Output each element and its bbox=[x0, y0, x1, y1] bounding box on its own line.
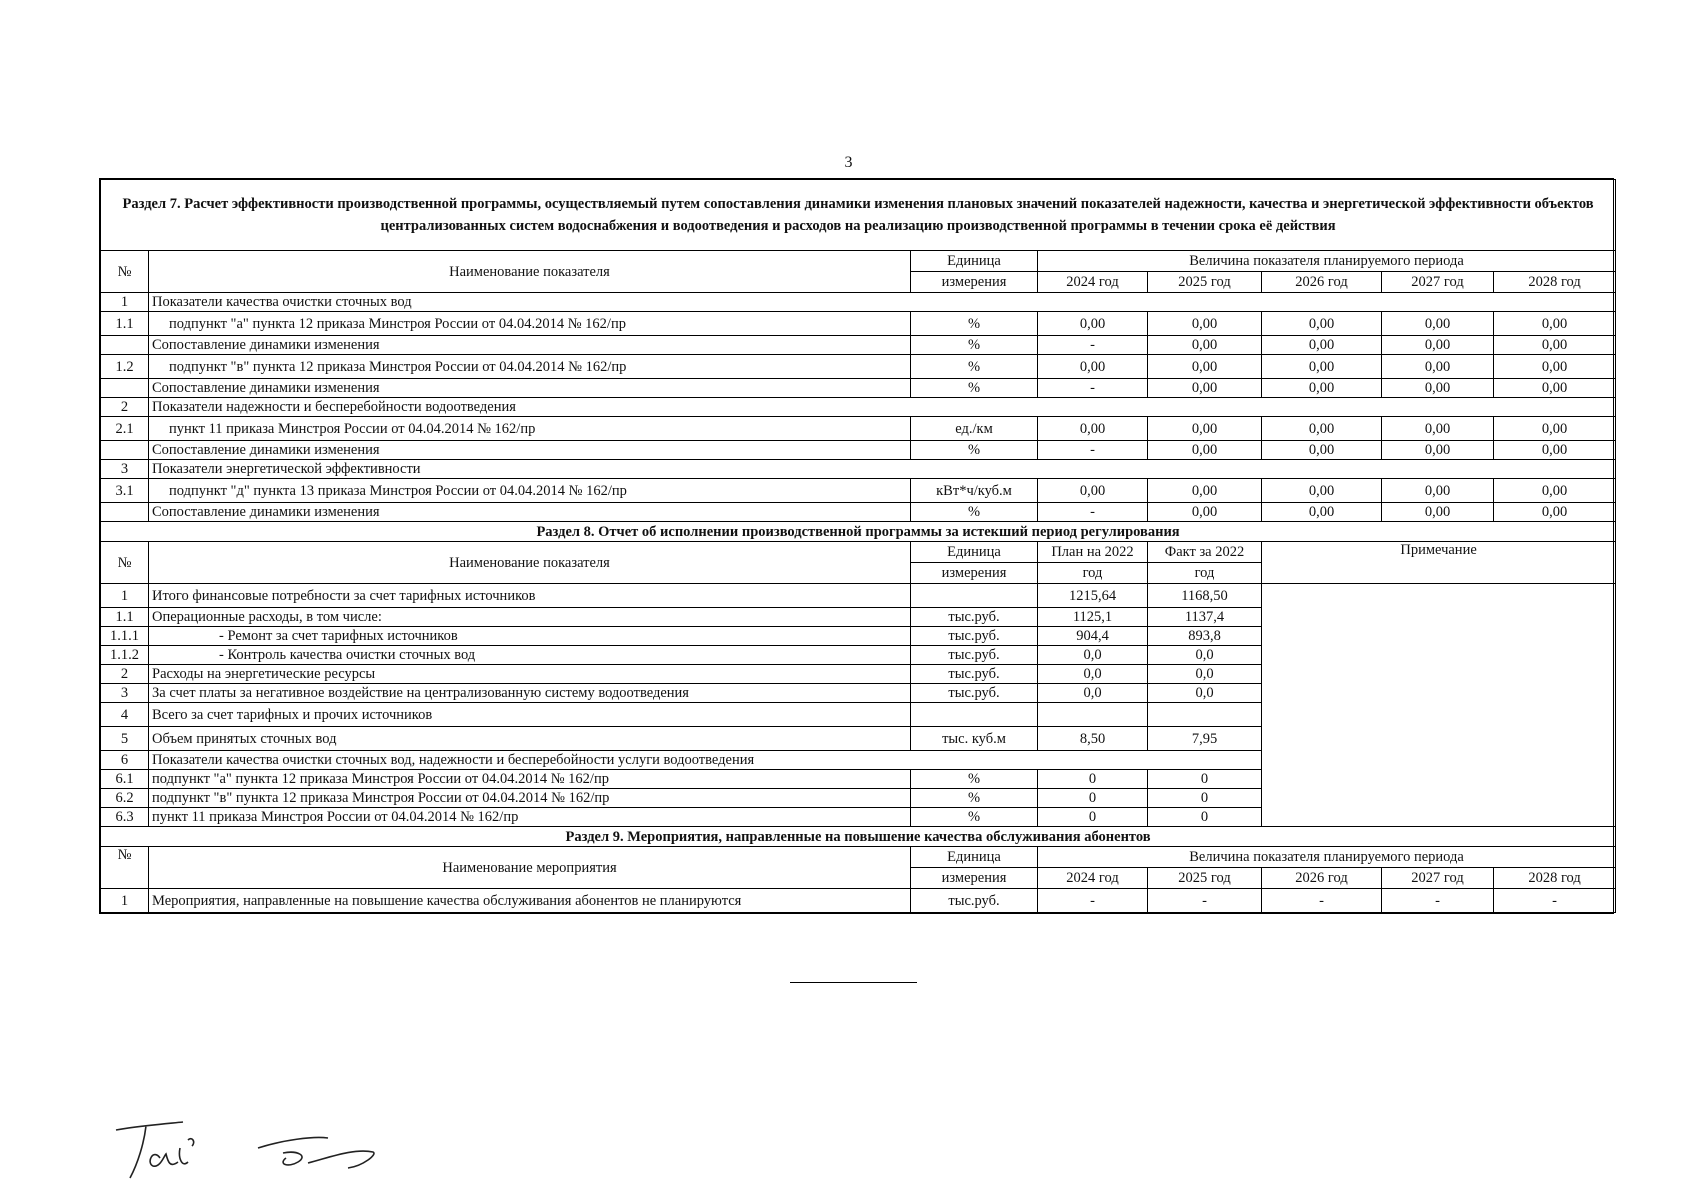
unit-cell: % bbox=[911, 355, 1038, 379]
plan-value: 0 bbox=[1038, 789, 1148, 808]
value-cell: - bbox=[1038, 336, 1148, 355]
row-number: 6.1 bbox=[101, 770, 149, 789]
col-name-header: Наименование показателя bbox=[149, 542, 911, 584]
indicator-name: Всего за счет тарифных и прочих источников bbox=[149, 703, 911, 727]
value-cell: 0,00 bbox=[1038, 417, 1148, 441]
row-number bbox=[101, 503, 149, 522]
value-cell: 0,00 bbox=[1494, 379, 1616, 398]
table-row bbox=[101, 293, 1616, 312]
row-number bbox=[101, 379, 149, 398]
unit-cell: тыс.руб. bbox=[911, 889, 1038, 913]
col-unit-header: Единица bbox=[911, 847, 1038, 868]
table-row bbox=[101, 398, 1616, 417]
value-cell: - bbox=[1494, 889, 1616, 913]
value-cell: 0,00 bbox=[1494, 355, 1616, 379]
signature-image bbox=[108, 1118, 408, 1188]
value-cell: 0,00 bbox=[1382, 479, 1494, 503]
indicator-name: Сопоставление динамики изменения bbox=[149, 336, 911, 355]
indicator-name: Расходы на энергетические ресурсы bbox=[149, 665, 911, 684]
indicator-name: пункт 11 приказа Минстроя России от 04.04.2014 № 162/пр bbox=[149, 808, 911, 827]
value-cell: 0,00 bbox=[1262, 312, 1382, 336]
group-label: Показатели энергетической эффективности bbox=[149, 460, 1616, 479]
indicator-name: Операционные расходы, в том числе: bbox=[149, 608, 911, 627]
value-cell: 0,00 bbox=[1262, 503, 1382, 522]
table-row bbox=[101, 417, 1616, 441]
plan-value: 0,0 bbox=[1038, 665, 1148, 684]
table-row bbox=[101, 312, 1616, 336]
value-cell: 0,00 bbox=[1038, 312, 1148, 336]
year-header: 2025 год bbox=[1148, 868, 1262, 889]
unit-cell bbox=[911, 584, 1038, 608]
value-cell: 0,00 bbox=[1382, 417, 1494, 441]
row-number: 1.1 bbox=[101, 312, 149, 336]
row-number: 1 bbox=[101, 584, 149, 608]
value-cell: - bbox=[1262, 889, 1382, 913]
plan-value: 0,0 bbox=[1038, 646, 1148, 665]
col-unit-header: Единица bbox=[911, 542, 1038, 563]
indicator-name: подпункт "в" пункта 12 приказа Минстроя России от 04.04.2014 № 162/пр bbox=[149, 789, 911, 808]
table-row bbox=[101, 460, 1616, 479]
indicator-name: Сопоставление динамики изменения bbox=[149, 503, 911, 522]
col-plan-header: План на 2022 bbox=[1038, 542, 1148, 563]
section8-header-row-1 bbox=[101, 542, 1616, 563]
unit-cell: тыс.руб. bbox=[911, 608, 1038, 627]
col-note-header: Примечание bbox=[1262, 542, 1616, 584]
plan-value: 904,4 bbox=[1038, 627, 1148, 646]
col-unit-header-2: измерения bbox=[911, 272, 1038, 293]
unit-cell: тыс.руб. bbox=[911, 627, 1038, 646]
col-no-header: № bbox=[101, 847, 149, 889]
section7-title-row bbox=[101, 180, 1616, 251]
value-cell: 0,00 bbox=[1262, 336, 1382, 355]
col-no-header: № bbox=[101, 542, 149, 584]
row-number: 1 bbox=[101, 889, 149, 913]
fact-value: 0,0 bbox=[1148, 646, 1262, 665]
value-cell: 0,00 bbox=[1494, 336, 1616, 355]
end-rule bbox=[790, 982, 917, 983]
value-cell: 0,00 bbox=[1262, 441, 1382, 460]
group-label: Показатели качества очистки сточных вод bbox=[149, 293, 1616, 312]
value-cell: 0,00 bbox=[1494, 417, 1616, 441]
unit-cell: кВт*ч/куб.м bbox=[911, 479, 1038, 503]
table-row bbox=[101, 889, 1616, 913]
section9-header-row-1 bbox=[101, 847, 1616, 868]
row-number: 1 bbox=[101, 293, 149, 312]
value-cell: - bbox=[1038, 503, 1148, 522]
row-number: 1.1.1 bbox=[101, 627, 149, 646]
indicator-name: подпункт "а" пункта 12 приказа Минстроя России от 04.04.2014 № 162/пр bbox=[149, 770, 911, 789]
value-cell: 0,00 bbox=[1038, 355, 1148, 379]
indicator-name: За счет платы за негативное воздействие на централизованную систему водоотведения bbox=[149, 684, 911, 703]
value-cell: 0,00 bbox=[1494, 312, 1616, 336]
indicator-name: подпункт "д" пункта 13 приказа Минстроя России от 04.04.2014 № 162/пр bbox=[149, 479, 911, 503]
value-cell: 0,00 bbox=[1148, 503, 1262, 522]
table-row bbox=[101, 355, 1616, 379]
unit-cell: % bbox=[911, 789, 1038, 808]
unit-cell: % bbox=[911, 441, 1038, 460]
row-number: 1.2 bbox=[101, 355, 149, 379]
indicator-name: Показатели качества очистки сточных вод, надежности и бесперебойности услуги водоотведения bbox=[149, 751, 1262, 770]
value-cell: 0,00 bbox=[1382, 441, 1494, 460]
plan-value bbox=[1038, 703, 1148, 727]
row-number: 6.3 bbox=[101, 808, 149, 827]
indicator-name: Итого финансовые потребности за счет тарифных источников bbox=[149, 584, 911, 608]
row-number: 3.1 bbox=[101, 479, 149, 503]
col-unit-header-2: измерения bbox=[911, 868, 1038, 889]
value-cell: - bbox=[1038, 889, 1148, 913]
unit-cell: тыс.руб. bbox=[911, 665, 1038, 684]
unit-cell bbox=[911, 703, 1038, 727]
value-cell: - bbox=[1382, 889, 1494, 913]
value-cell: 0,00 bbox=[1148, 355, 1262, 379]
table-row bbox=[101, 379, 1616, 398]
value-cell: 0,00 bbox=[1148, 441, 1262, 460]
year-header: 2024 год bbox=[1038, 868, 1148, 889]
table-row bbox=[101, 479, 1616, 503]
value-cell: 0,00 bbox=[1382, 379, 1494, 398]
plan-value: 8,50 bbox=[1038, 727, 1148, 751]
value-cell: 0,00 bbox=[1148, 479, 1262, 503]
col-period-header: Величина показателя планируемого периода bbox=[1038, 847, 1616, 868]
section9-title: Раздел 9. Мероприятия, направленные на повышение качества обслуживания абонентов bbox=[101, 827, 1616, 847]
indicator-name: подпункт "в" пункта 12 приказа Минстроя России от 04.04.2014 № 162/пр bbox=[149, 355, 911, 379]
row-number: 2 bbox=[101, 398, 149, 417]
table-row bbox=[101, 441, 1616, 460]
value-cell: 0,00 bbox=[1382, 355, 1494, 379]
report-table bbox=[100, 179, 1616, 913]
col-name-header: Наименование мероприятия bbox=[149, 847, 911, 889]
indicator-name: Сопоставление динамики изменения bbox=[149, 441, 911, 460]
col-fact-header: Факт за 2022 bbox=[1148, 542, 1262, 563]
row-number: 2 bbox=[101, 665, 149, 684]
value-cell: 0,00 bbox=[1262, 417, 1382, 441]
col-unit-header-2: измерения bbox=[911, 563, 1038, 584]
col-name-header: Наименование показателя bbox=[149, 251, 911, 293]
value-cell: 0,00 bbox=[1148, 417, 1262, 441]
fact-value: 0 bbox=[1148, 808, 1262, 827]
fact-value: 0,0 bbox=[1148, 684, 1262, 703]
value-cell: 0,00 bbox=[1262, 355, 1382, 379]
section8-title: Раздел 8. Отчет об исполнении производственной программы за истекший период регулирования bbox=[101, 522, 1616, 542]
unit-cell: % bbox=[911, 379, 1038, 398]
row-number: 3 bbox=[101, 684, 149, 703]
table-row bbox=[101, 584, 1616, 608]
row-number: 1.1 bbox=[101, 608, 149, 627]
value-cell: 0,00 bbox=[1494, 503, 1616, 522]
fact-value: 893,8 bbox=[1148, 627, 1262, 646]
fact-value: 0,0 bbox=[1148, 665, 1262, 684]
value-cell: 0,00 bbox=[1382, 312, 1494, 336]
row-number: 1.1.2 bbox=[101, 646, 149, 665]
value-cell: 0,00 bbox=[1148, 312, 1262, 336]
plan-value: 1125,1 bbox=[1038, 608, 1148, 627]
row-number: 3 bbox=[101, 460, 149, 479]
section9-title-row bbox=[101, 827, 1616, 847]
document-frame bbox=[99, 178, 1614, 914]
year-header: 2028 год bbox=[1494, 868, 1616, 889]
year-header: 2028 год bbox=[1494, 272, 1616, 293]
value-cell: 0,00 bbox=[1148, 336, 1262, 355]
value-cell: - bbox=[1148, 889, 1262, 913]
plan-value: 0 bbox=[1038, 770, 1148, 789]
unit-cell: % bbox=[911, 336, 1038, 355]
col-no-header: № bbox=[101, 251, 149, 293]
indicator-name: пункт 11 приказа Минстроя России от 04.04.2014 № 162/пр bbox=[149, 417, 911, 441]
unit-cell: % bbox=[911, 503, 1038, 522]
unit-cell: тыс.руб. bbox=[911, 646, 1038, 665]
year-header: 2027 год bbox=[1382, 868, 1494, 889]
col-period-header: Величина показателя планируемого периода bbox=[1038, 251, 1616, 272]
year-header: 2025 год bbox=[1148, 272, 1262, 293]
table-row bbox=[101, 503, 1616, 522]
note-cell bbox=[1262, 584, 1616, 827]
plan-value: 1215,64 bbox=[1038, 584, 1148, 608]
value-cell: - bbox=[1038, 441, 1148, 460]
unit-cell: % bbox=[911, 312, 1038, 336]
fact-value: 1137,4 bbox=[1148, 608, 1262, 627]
page-number: 3 bbox=[844, 154, 853, 171]
indicator-name: подпункт "а" пункта 12 приказа Минстроя России от 04.04.2014 № 162/пр bbox=[149, 312, 911, 336]
measure-name: Мероприятия, направленные на повышение качества обслуживания абонентов не планируются bbox=[149, 889, 911, 913]
year-header: 2026 год bbox=[1262, 868, 1382, 889]
fact-value: 7,95 bbox=[1148, 727, 1262, 751]
year-header: 2024 год bbox=[1038, 272, 1148, 293]
value-cell: 0,00 bbox=[1262, 479, 1382, 503]
row-number: 6 bbox=[101, 751, 149, 770]
section8-title-row bbox=[101, 522, 1616, 542]
value-cell: 0,00 bbox=[1494, 441, 1616, 460]
group-label: Показатели надежности и бесперебойности водоотведения bbox=[149, 398, 1616, 417]
plan-value: 0 bbox=[1038, 808, 1148, 827]
col-fact-header-2: год bbox=[1148, 563, 1262, 584]
unit-cell: % bbox=[911, 770, 1038, 789]
section7-title: Раздел 7. Расчет эффективности производственной программы, осуществляемый путем сопоставления динамики изменения плановых значений показателей надежности, качества и энергетической эффективности объектов централизованных систем водоснабжения и водоотведения и расходов на реализацию производственной программы в течении срока её действия bbox=[101, 180, 1616, 251]
value-cell: - bbox=[1038, 379, 1148, 398]
unit-cell: ед./км bbox=[911, 417, 1038, 441]
value-cell: 0,00 bbox=[1382, 503, 1494, 522]
row-number: 5 bbox=[101, 727, 149, 751]
value-cell: 0,00 bbox=[1382, 336, 1494, 355]
table-row bbox=[101, 336, 1616, 355]
unit-cell: тыс.руб. bbox=[911, 684, 1038, 703]
value-cell: 0,00 bbox=[1038, 479, 1148, 503]
value-cell: 0,00 bbox=[1148, 379, 1262, 398]
unit-cell: тыс. куб.м bbox=[911, 727, 1038, 751]
indicator-name: - Контроль качества очистки сточных вод bbox=[149, 646, 911, 665]
year-header: 2027 год bbox=[1382, 272, 1494, 293]
value-cell: 0,00 bbox=[1262, 379, 1382, 398]
indicator-name: Сопоставление динамики изменения bbox=[149, 379, 911, 398]
row-number bbox=[101, 336, 149, 355]
plan-value: 0,0 bbox=[1038, 684, 1148, 703]
col-plan-header-2: год bbox=[1038, 563, 1148, 584]
unit-cell: % bbox=[911, 808, 1038, 827]
fact-value: 0 bbox=[1148, 789, 1262, 808]
row-number: 4 bbox=[101, 703, 149, 727]
col-unit-header: Единица bbox=[911, 251, 1038, 272]
value-cell: 0,00 bbox=[1494, 479, 1616, 503]
row-number bbox=[101, 441, 149, 460]
row-number: 2.1 bbox=[101, 417, 149, 441]
year-header: 2026 год bbox=[1262, 272, 1382, 293]
indicator-name: - Ремонт за счет тарифных источников bbox=[149, 627, 911, 646]
row-number: 6.2 bbox=[101, 789, 149, 808]
fact-value: 1168,50 bbox=[1148, 584, 1262, 608]
fact-value: 0 bbox=[1148, 770, 1262, 789]
report-table-body bbox=[101, 180, 1616, 913]
fact-value bbox=[1148, 703, 1262, 727]
section7-header-row-1 bbox=[101, 251, 1616, 272]
indicator-name: Объем принятых сточных вод bbox=[149, 727, 911, 751]
